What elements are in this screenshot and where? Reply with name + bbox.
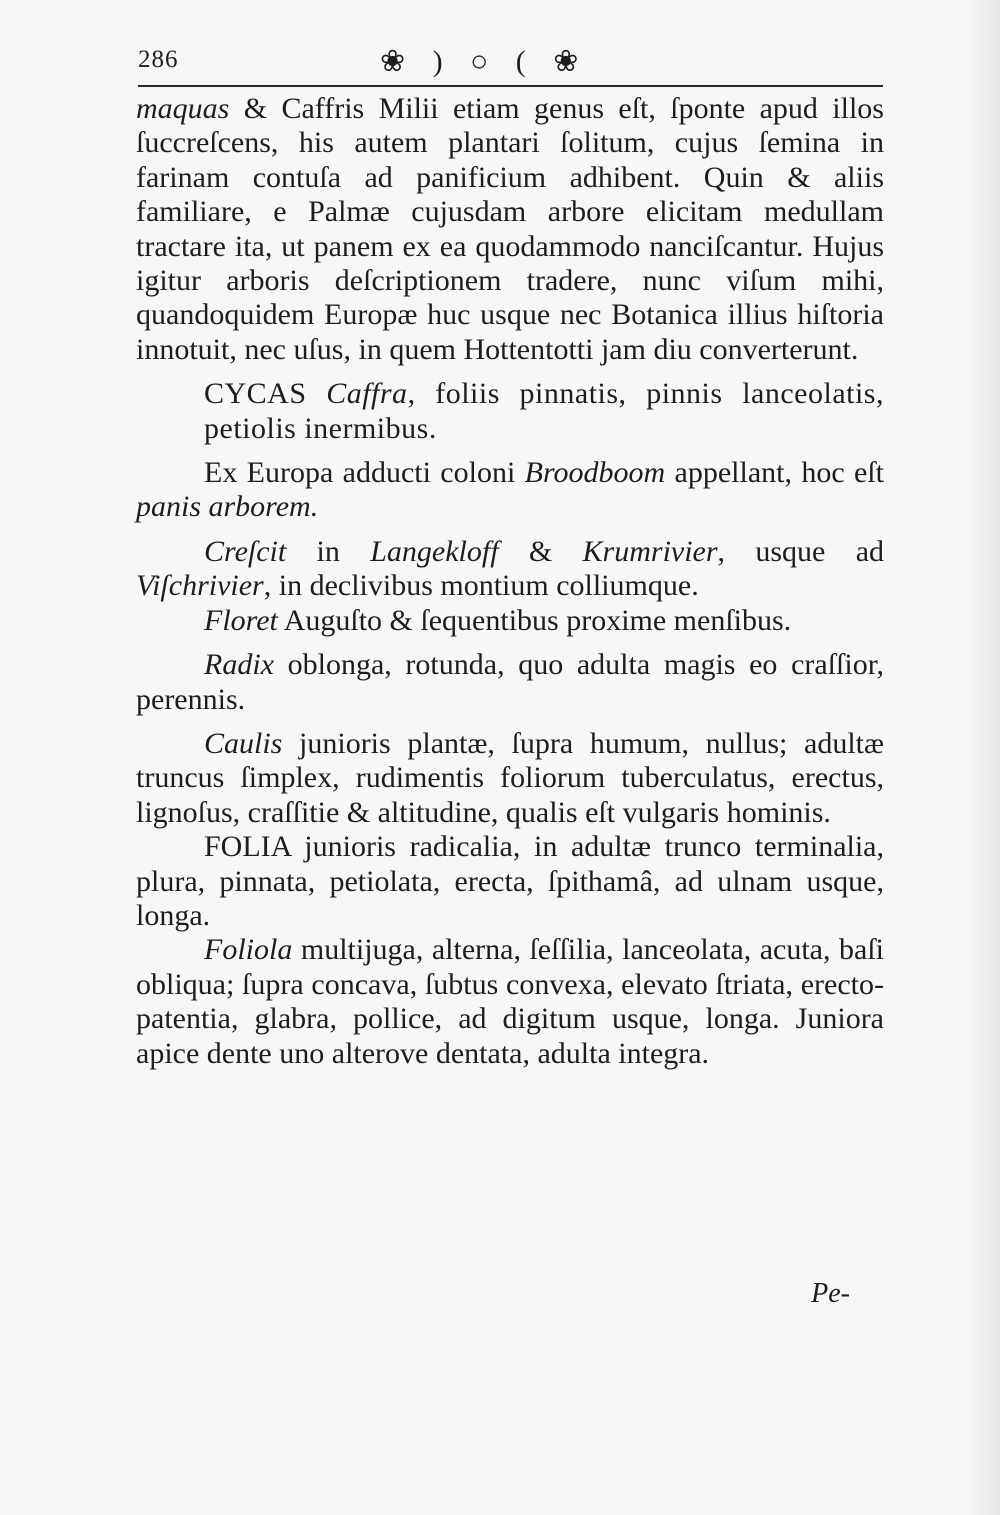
section-label: Creſcit xyxy=(204,534,287,568)
paragraph-leaflets: Foliola multijuga, alterna, ſeſſilia, lanceolata, acuta, baſi obliqua; ſupra concava, ſubtus convexa, elevato ſtriata, erecto-patentia, glabra, pollice, ad digitum usque, longa. Juniora apice dente uno alterove dentata, adulta integra. xyxy=(136,933,884,1070)
page-edge-shadow xyxy=(970,0,1000,1515)
paragraph-intro: maquas & Caffris Milii etiam genus eſt, ſponte apud illos ſuccreſcens, his autem plantari ſolitum, cujus ſemina in farinam contuſa ad panificium adhibent. Quin & aliis familiare, e Palmæ cujusdam arbore elicitam medullam tractare ita, ut panem ex ea quodammodo nanciſcantur. Hujus igitur arboris deſcriptionem tradere, nunc viſum mihi, quandoquidem Europæ huc usque nec Botanica illius hiſtoria innotuit, nec uſus, in quem Hottentotti jam diu converterunt. xyxy=(136,92,884,366)
italic-term: Broodboom xyxy=(524,456,666,490)
section-label: Radix xyxy=(204,648,274,682)
place-name: Krumrivier xyxy=(582,534,718,568)
place-name: Viſchrivier xyxy=(136,569,264,603)
italic-term: maquas xyxy=(136,92,230,125)
paragraph-leaves: FOLIA junioris radicalia, in adultæ trunco terminalia, plura, pinnata, petiolata, erecta, ſpithamâ, ad ulnam usque, longa. xyxy=(136,830,884,932)
section-label: Floret xyxy=(204,603,278,637)
paragraph-common-name: Ex Europa adducti coloni Broodboom appellant, hoc eſt panis arborem. xyxy=(136,456,884,524)
header-ornament: ❀ ) ○ ( ❀ xyxy=(380,45,589,78)
paragraph-habitat: Creſcit in Langekloff & Krumrivier, usque ad Viſchrivier, in declivibus montium colliumque. xyxy=(136,534,885,603)
page-number: 286 xyxy=(138,46,179,73)
species-diagnosis: CYCAS Caffra, foliis pinnatis, pinnis lanceolatis, petiolis inermibus. xyxy=(204,377,884,445)
running-header xyxy=(138,44,883,84)
paragraph-stem: Caulis junioris plantæ, ſupra humum, nullus; adultæ truncus ſimplex, rudimentis foliorum tuberculatus, erectus, lignoſus, craſſitie & altitudine, qualis eſt vulgaris hominis. xyxy=(136,726,884,829)
catchword: Pe- xyxy=(811,1278,850,1309)
section-label: Foliola xyxy=(204,933,293,967)
species-epithet: Caffra xyxy=(326,377,408,411)
header-rule xyxy=(138,85,883,87)
paragraph-root: Radix oblonga, rotunda, quo adulta magis eo craſſior, perennis. xyxy=(136,648,884,716)
body-text xyxy=(136,92,884,1071)
italic-term: panis arborem. xyxy=(136,490,319,524)
section-label: Caulis xyxy=(204,726,283,760)
place-name: Langekloff xyxy=(370,534,499,568)
paragraph-flowering: Floret Auguſto & ſequentibus proxime menſibus. xyxy=(204,603,792,637)
